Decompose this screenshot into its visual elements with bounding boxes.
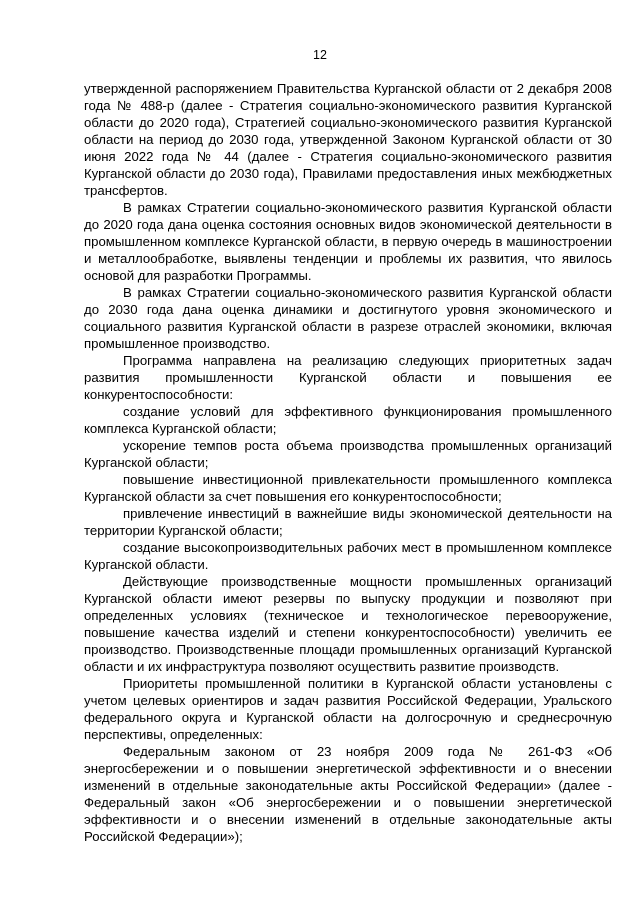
paragraph-continuation: утвержденной распоряжением Правительства Курганской области от 2 декабря 2008 года № 488-р (далее - Стратегия социально-экономического развития Курганской области до 2020 года), Стратегией социально-экономического развития Курганской области на период до 2030 года, утвержденной Законом Курганской области от 30 июня 2022 года № 44 (далее - Стратегия социально-экономического развития Курганской области до 2030 года), Правилами предоставления иных межбюджетных трансфертов. xyxy=(84,81,612,198)
task-item-jobs: создание высокопроизводительных рабочих мест в промышленном комплексе Курганской области. xyxy=(84,540,612,572)
paragraph-program-tasks: Программа направлена на реализацию следующих приоритетных задач развития промышленности Курганской области и повышения ее конкурентоспособности: xyxy=(84,353,612,402)
paragraph-industrial-policy-priorities: Приоритеты промышленной политики в Курганской области установлены с учетом целевых ориентиров и задач развития Российской Федерации, Уральского федерального округа и Курганской области на долгосрочную и среднесрочную перспективы, определенных: xyxy=(84,676,612,742)
document-body xyxy=(84,80,612,845)
paragraph-production-capacity: Действующие производственные мощности промышленных организаций Курганской области имеют резервы по выпуску продукции и позволяют при определенных условиях (техническое и технологическое перевооружение, повышение качества изделий и степени конкурентоспособности) увеличить ее производство. Производственные площади промышленных организаций Курганской области и их инфраструктура позволяют осуществить развитие производств. xyxy=(84,574,612,674)
task-item-attracting-investment: привлечение инвестиций в важнейшие виды экономической деятельности на территории Курганской области; xyxy=(84,506,612,538)
page-number: 12 xyxy=(313,48,327,62)
task-item-investment-attractiveness: повышение инвестиционной привлекательности промышленного комплекса Курганской области за счет повышения его конкурентоспособности; xyxy=(84,472,612,504)
task-item-conditions: создание условий для эффективного функционирования промышленного комплекса Курганской области; xyxy=(84,404,612,436)
task-item-growth-rate: ускорение темпов роста объема производства промышленных организаций Курганской области; xyxy=(84,438,612,470)
paragraph-strategy-2030: В рамках Стратегии социально-экономического развития Курганской области до 2030 года дана оценка динамики и достигнутого уровня экономического и социального развития Курганской области в разрезе отраслей экономики, включая промышленное производство. xyxy=(84,285,612,351)
paragraph-federal-law-261: Федеральным законом от 23 ноября 2009 года № 261-ФЗ «Об энергосбережении и о повышении энергетической эффективности и о внесении изменений в отдельные законодательные акты Российской Федерации» (далее - Федеральный закон «Об энергосбережении и о повышении энергетической эффективности и о внесении изменений в отдельные законодательные акты Российской Федерации»); xyxy=(84,744,612,844)
paragraph-strategy-2020: В рамках Стратегии социально-экономического развития Курганской области до 2020 года дана оценка состояния основных видов экономической деятельности в промышленном комплексе Курганской области, в первую очередь в машиностроении и металлообработке, выявлены тенденции и проблемы их развития, что явилось основой для разработки Программы. xyxy=(84,200,612,283)
